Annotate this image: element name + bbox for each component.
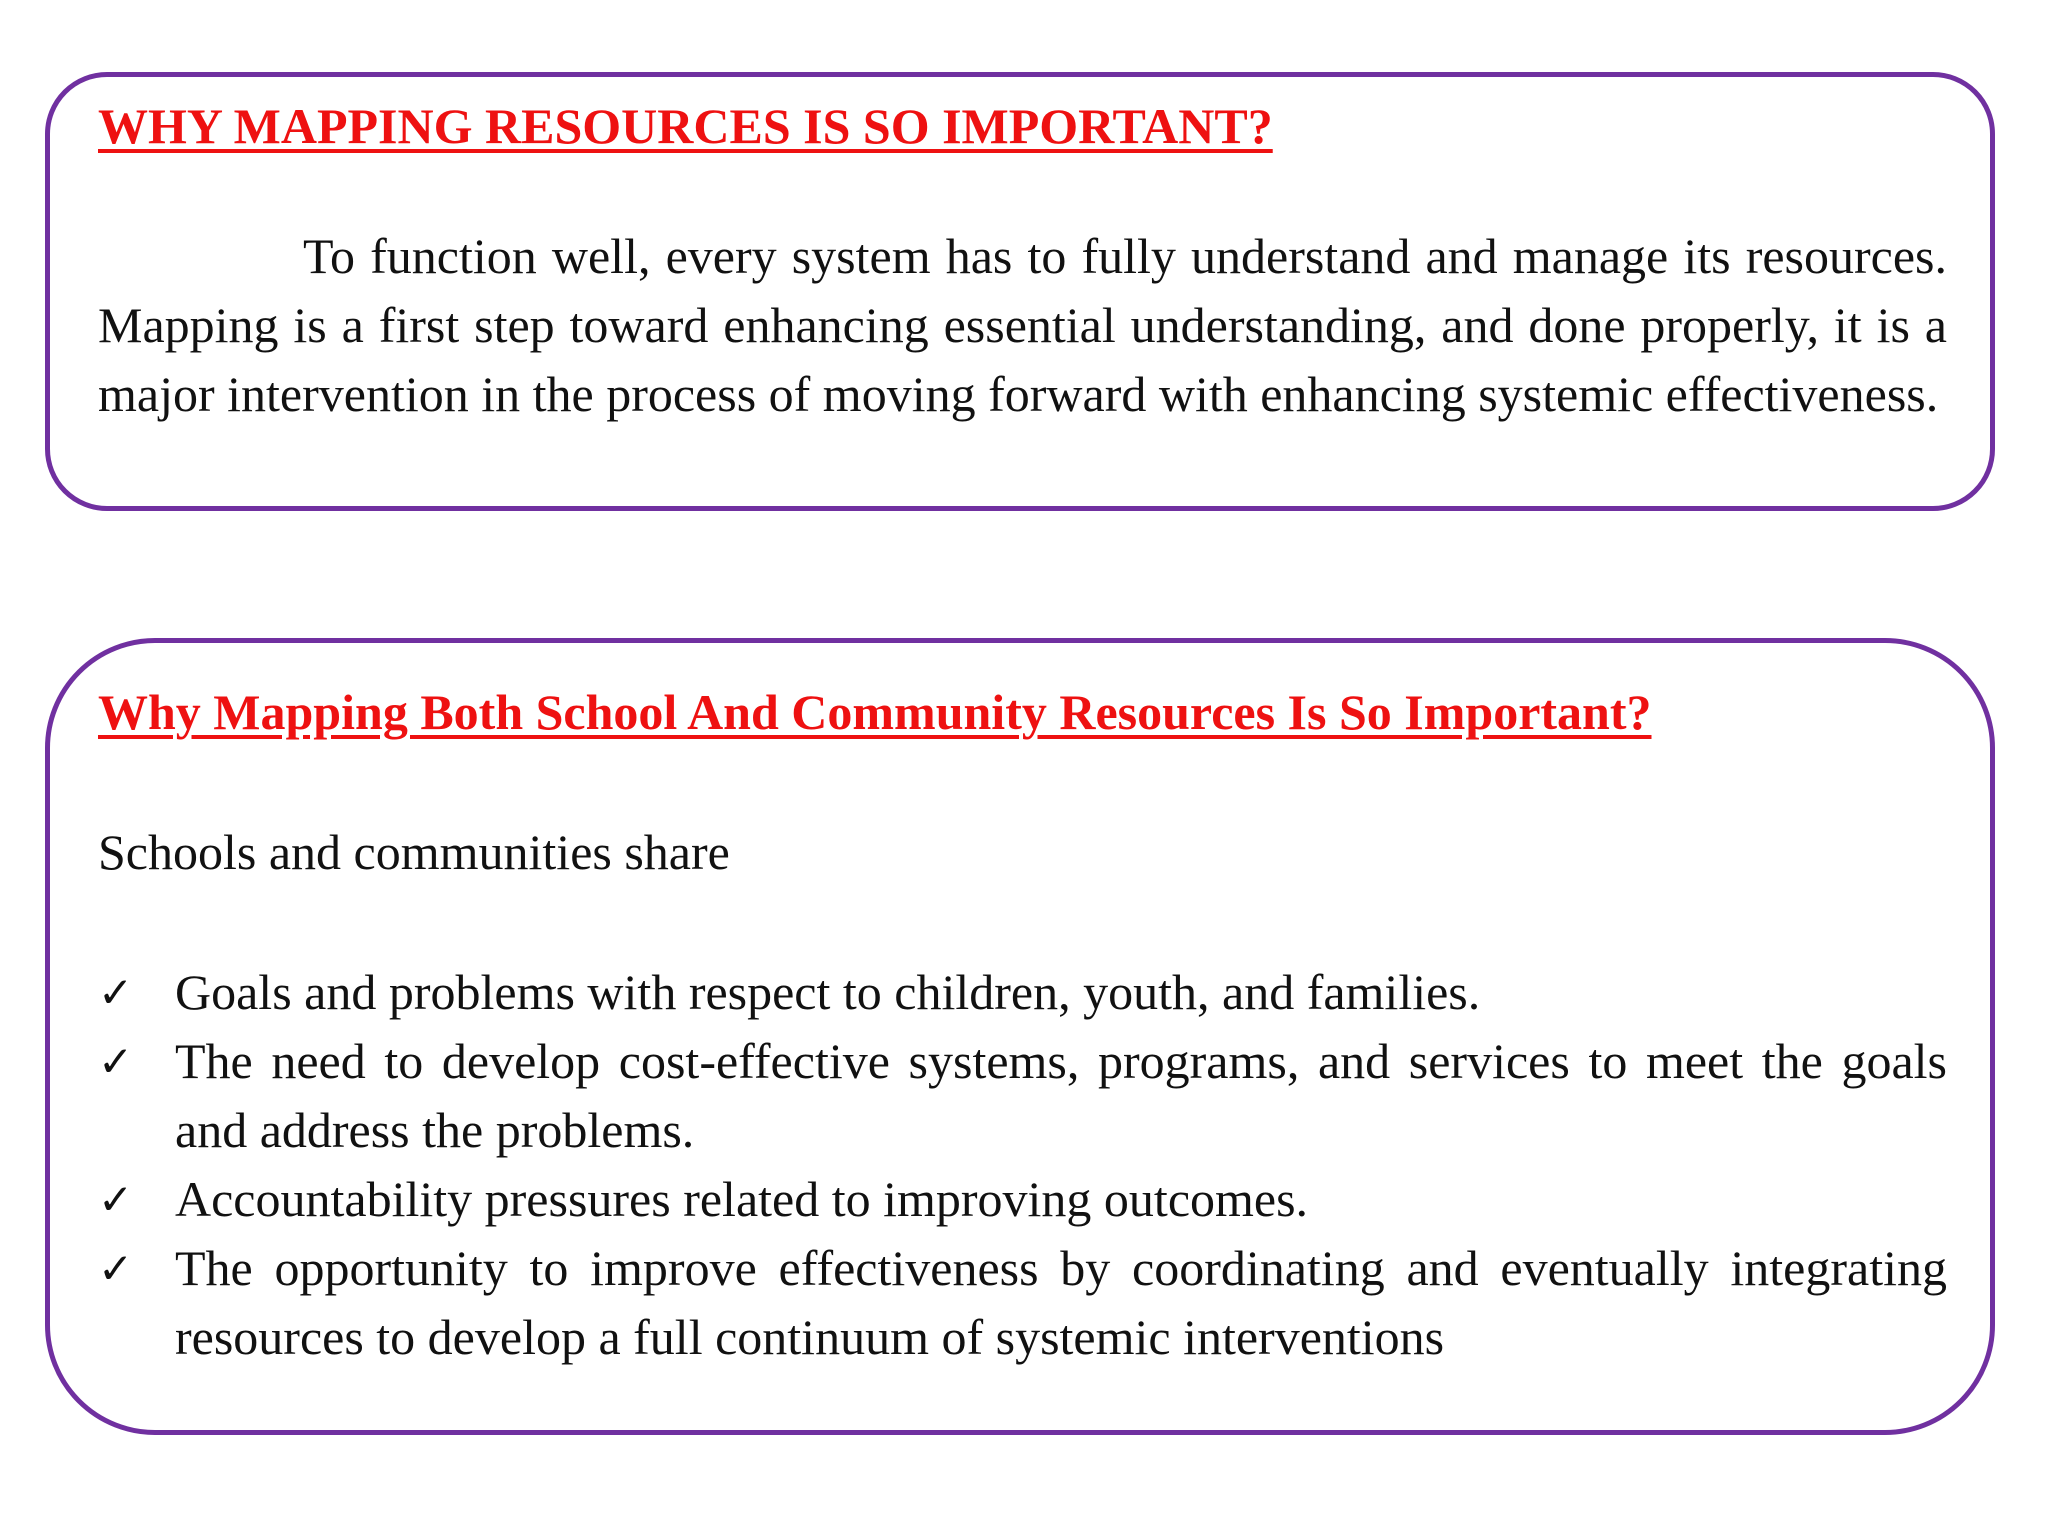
list-item-text: Accountability pressures related to improving outcomes.	[175, 1171, 1309, 1227]
shared-items-list	[98, 958, 1947, 1372]
list-item	[98, 1165, 1947, 1234]
list-item-text: The opportunity to improve effectiveness by coordinating and eventually integrating resources to develop a full continuum of systemic interventions	[175, 1240, 1947, 1365]
list-item	[98, 1027, 1947, 1165]
intro-text: Schools and communities share	[98, 824, 730, 880]
check-icon: ✓	[98, 968, 134, 1017]
list-item	[98, 1234, 1947, 1372]
check-icon: ✓	[98, 1244, 134, 1293]
importance-card	[45, 72, 1995, 511]
section-heading: WHY MAPPING RESOURCES IS SO IMPORTANT?	[98, 98, 1273, 154]
check-icon: ✓	[98, 1037, 134, 1086]
section-paragraph: To function well, every system has to fully understand and manage its resources. Mapping is a first step toward enhancing essential understanding, and done properly, it is a major intervention in the process of moving forward with enhancing systemic effectiveness.	[98, 228, 1947, 422]
list-item-text: Goals and problems with respect to children, youth, and families.	[175, 964, 1481, 1020]
list-item	[98, 958, 1947, 1027]
section-heading: Why Mapping Both School And Community Resources Is So Important?	[98, 684, 1652, 740]
check-icon: ✓	[98, 1175, 134, 1224]
list-item-text: The need to develop cost-effective systems, programs, and services to meet the goals and address the problems.	[175, 1033, 1947, 1158]
school-community-card	[45, 638, 1995, 1435]
